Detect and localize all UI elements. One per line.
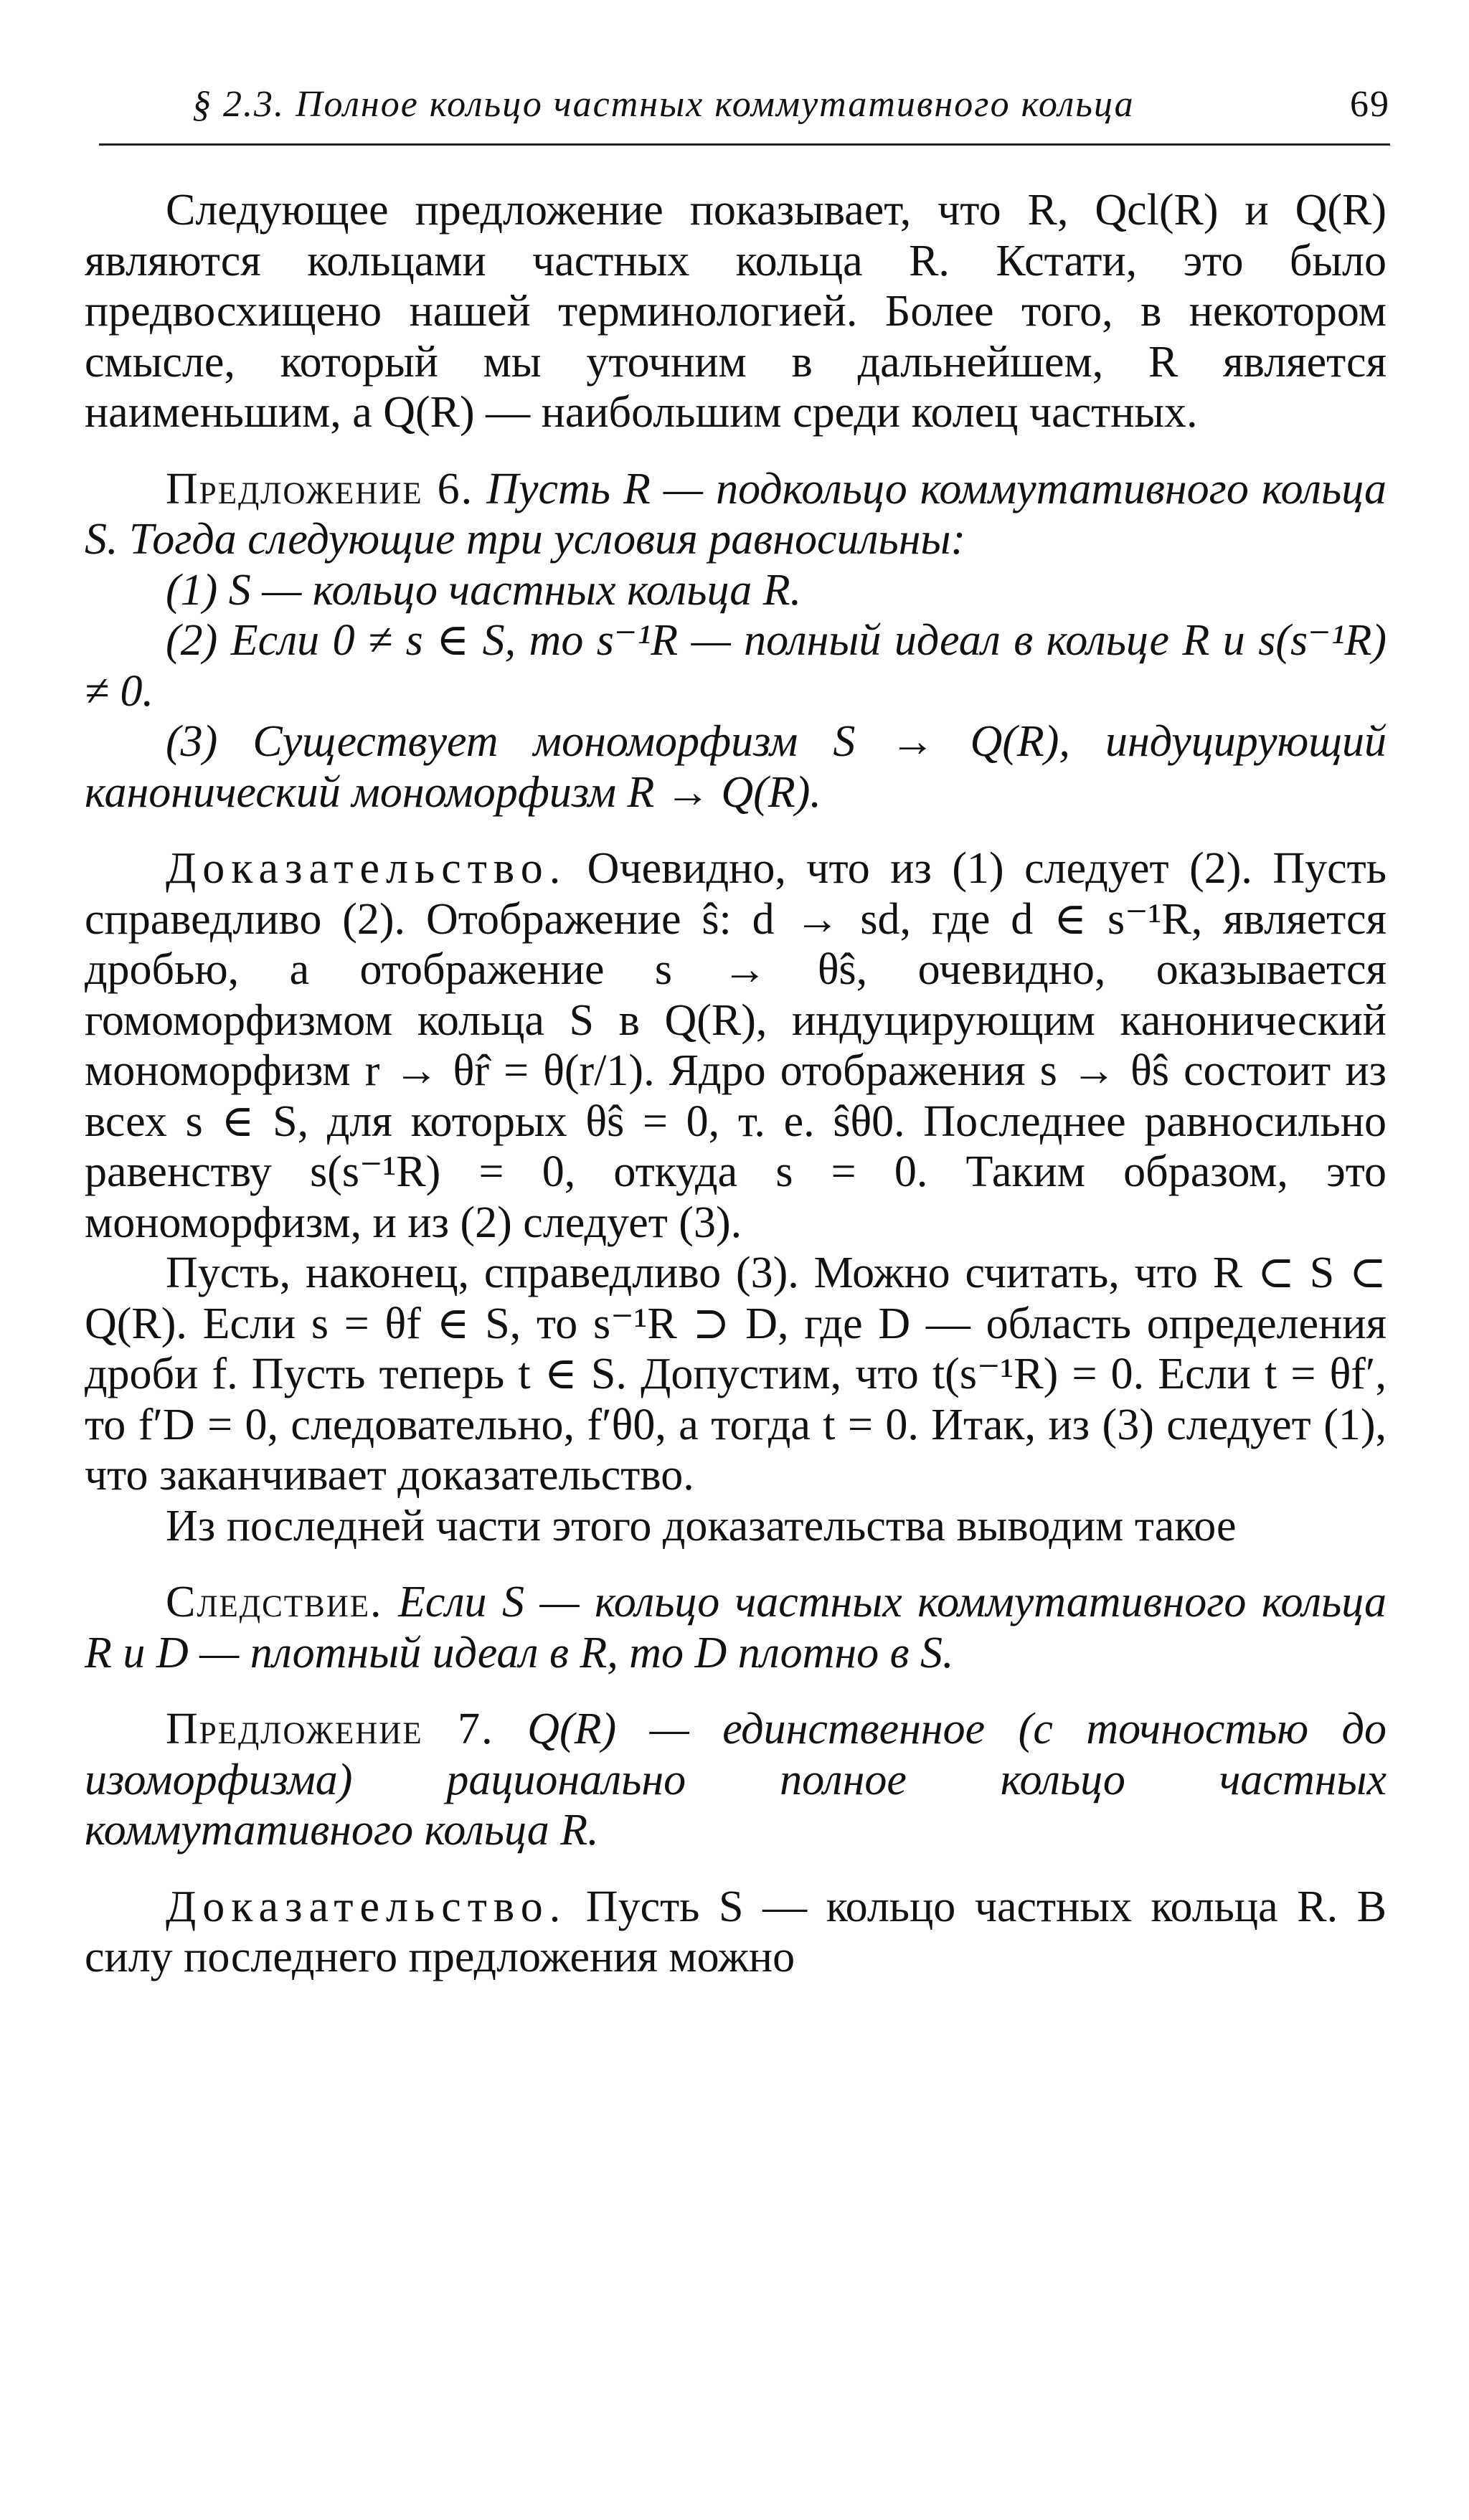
proposition-7 [85, 1704, 1387, 1856]
proposition-6-label: Предложение 6. [166, 464, 474, 513]
proof-2-text: Пусть S — кольцо частных кольца R. В силу последнего предложения можно [85, 1882, 1387, 1981]
proof-1-label: Доказательство. [166, 844, 567, 893]
condition-1: (1) S — кольцо частных кольца R. [166, 565, 802, 615]
running-header [99, 76, 1390, 133]
proof-1 [85, 843, 1387, 1248]
corollary [85, 1577, 1387, 1678]
proposition-6-statement: Пусть R — подкольцо коммутативного кольца S. Тогда следующие три условия равносильны: [85, 464, 1387, 564]
proof-1-text: Очевидно, что из (1) следует (2). Пусть справедливо (2). Отображение ŝ: d → sd, где d ∈ s⁻¹R, является дробью, а отображение s → θŝ, очевидно, оказывается гомоморфизмом кольца S в Q(R), индуцирующим канонический мономорфизм r → θr̂ = θ(r/1). Ядро отображения s → θŝ состоит из всех s ∈ S, для которых θŝ = 0, т. е. ŝθ0. Последнее равносильно равенству s(s⁻¹R) = 0, откуда s = 0. Таким образом, это мономорфизм, и из (2) следует (3). [85, 844, 1387, 1247]
proof-2 [85, 1882, 1387, 1983]
header-rule [99, 143, 1390, 146]
proposition-6 [85, 464, 1387, 565]
lead-in-paragraph: Из последней части этого доказательства выводим такое [166, 1501, 1237, 1550]
proposition-7-statement: Q(R) — единственное (с точностью до изоморфизма) рационально полное кольцо частных коммутативного кольца R. [85, 1705, 1387, 1855]
running-title: § 2.3. Полное кольцо частных коммутативного кольца [192, 84, 1135, 125]
intro-paragraph: Следующее предложение показывает, что R, Qcl(R) и Q(R) являются кольцами частных кольца R. Кстати, это было предвосхищено нашей терминологией. Более того, в некотором смысле, который мы уточним в дальнейшем, R является наименьшим, а Q(R) — наибольшим среди колец частных. [85, 186, 1387, 437]
proposition-7-label: Предложение 7. [166, 1705, 494, 1753]
condition-3: (3) Существует мономорфизм S → Q(R), индуцирующий канонический мономорфизм R → Q(R). [85, 717, 1387, 817]
corollary-statement: Если S — кольцо частных коммутативного кольца R и D — плотный идеал в R, то D плотно в S. [85, 1578, 1387, 1677]
condition-2: (2) Если 0 ≠ s ∈ S, то s⁻¹R — полный идеал в кольце R и s(s⁻¹R) ≠ 0. [85, 616, 1387, 716]
corollary-label: Следствие. [166, 1578, 383, 1626]
main-text [85, 185, 1387, 1983]
proof-1-continuation: Пусть, наконец, справедливо (3). Можно считать, что R ⊂ S ⊂ Q(R). Если s = θf ∈ S, то s⁻¹R ⊃ D, где D — область определения дроби f. Пусть теперь t ∈ S. Допустим, что t(s⁻¹R) = 0. Если t = θf′, то f′D = 0, следовательно, f′θ0, а тогда t = 0. Итак, из (3) следует (1), что заканчивает доказательство. [85, 1249, 1387, 1500]
proof-2-label: Доказательство. [166, 1882, 567, 1931]
page-number: 69 [1350, 84, 1390, 125]
